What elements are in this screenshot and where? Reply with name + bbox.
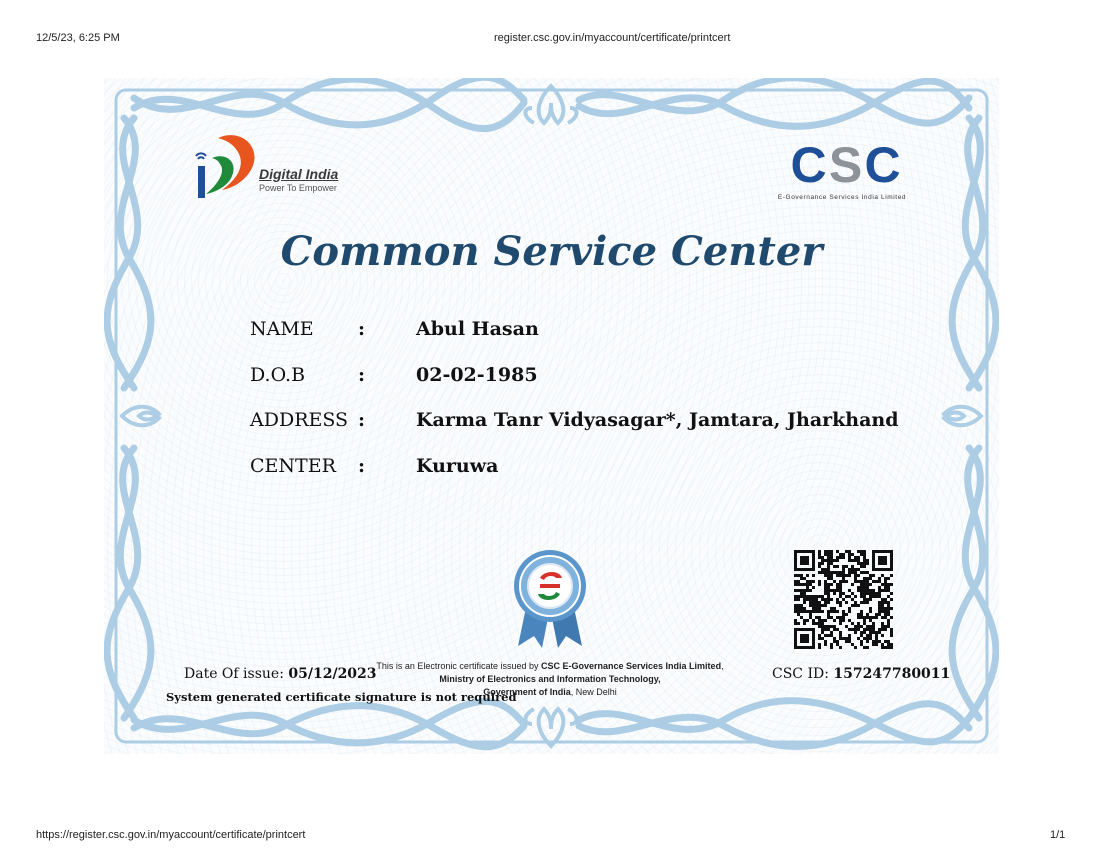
field-separator: : [358,364,366,386]
field-label: ADDRESS [250,409,349,431]
qr-code-icon [794,550,893,649]
field-separator: : [358,455,366,477]
csc-id-label: CSC ID: [772,666,829,682]
field-value: Kuruwa [416,455,499,477]
date-of-issue-value: 05/12/2023 [288,666,377,682]
date-of-issue [184,666,377,682]
issuer-note: This is an Electronic certificate issued by CSC E-Governance Services India Limited, Ministry of Electronics and Information Technology, Government of India, New Delhi [376,661,724,697]
issuer-prefix: This is an Electronic certificate issued by [376,661,539,671]
csc-logo [790,137,900,193]
field-value: Karma Tanr Vidyasagar*, Jamtara, Jharkhand [416,409,899,431]
csc-letter-1: C [790,137,826,193]
digital-india-title: Digital India [259,166,339,182]
field-label: CENTER [250,455,336,477]
csc-id [772,666,950,682]
field-value: Abul Hasan [416,318,539,340]
date-of-issue-label: Date Of issue: [184,666,284,682]
csc-subtitle: E-Governance Services India Limited [777,194,907,201]
print-url: register.csc.gov.in/myaccount/certificate/printcert [494,32,731,44]
print-footer-url: https://register.csc.gov.in/myaccount/certificate/printcert [36,829,306,841]
digital-india-text [259,166,338,193]
print-page-number: 1/1 [1050,829,1066,841]
certificate [104,78,999,754]
csc-letter-3: C [864,137,900,193]
field-separator: : [358,409,366,431]
csc-letter-2: S [828,137,862,193]
digital-india-logo-icon [190,128,260,208]
csc-id-value: 157247780011 [833,666,951,682]
field-separator: : [358,318,366,340]
field-label: NAME [250,318,314,340]
ribbon-rosette-icon [510,548,590,652]
issuer-ministry: Ministry of Electronics and Information Technology, [439,674,661,684]
print-datetime: 12/5/23, 6:25 PM [36,32,120,44]
issuer-org: CSC E-Governance Services India Limited [541,661,722,671]
signature-note: System generated certificate signature is not required [166,690,517,704]
field-value: 02-02-1985 [416,364,538,386]
issuer-city: , New Delhi [570,687,617,697]
field-label: D.O.B [250,364,306,386]
issuer-govt: Government of India [483,687,571,697]
certificate-title: Common Service Center [280,228,823,275]
digital-india-tagline: Power To Empower [259,183,337,193]
